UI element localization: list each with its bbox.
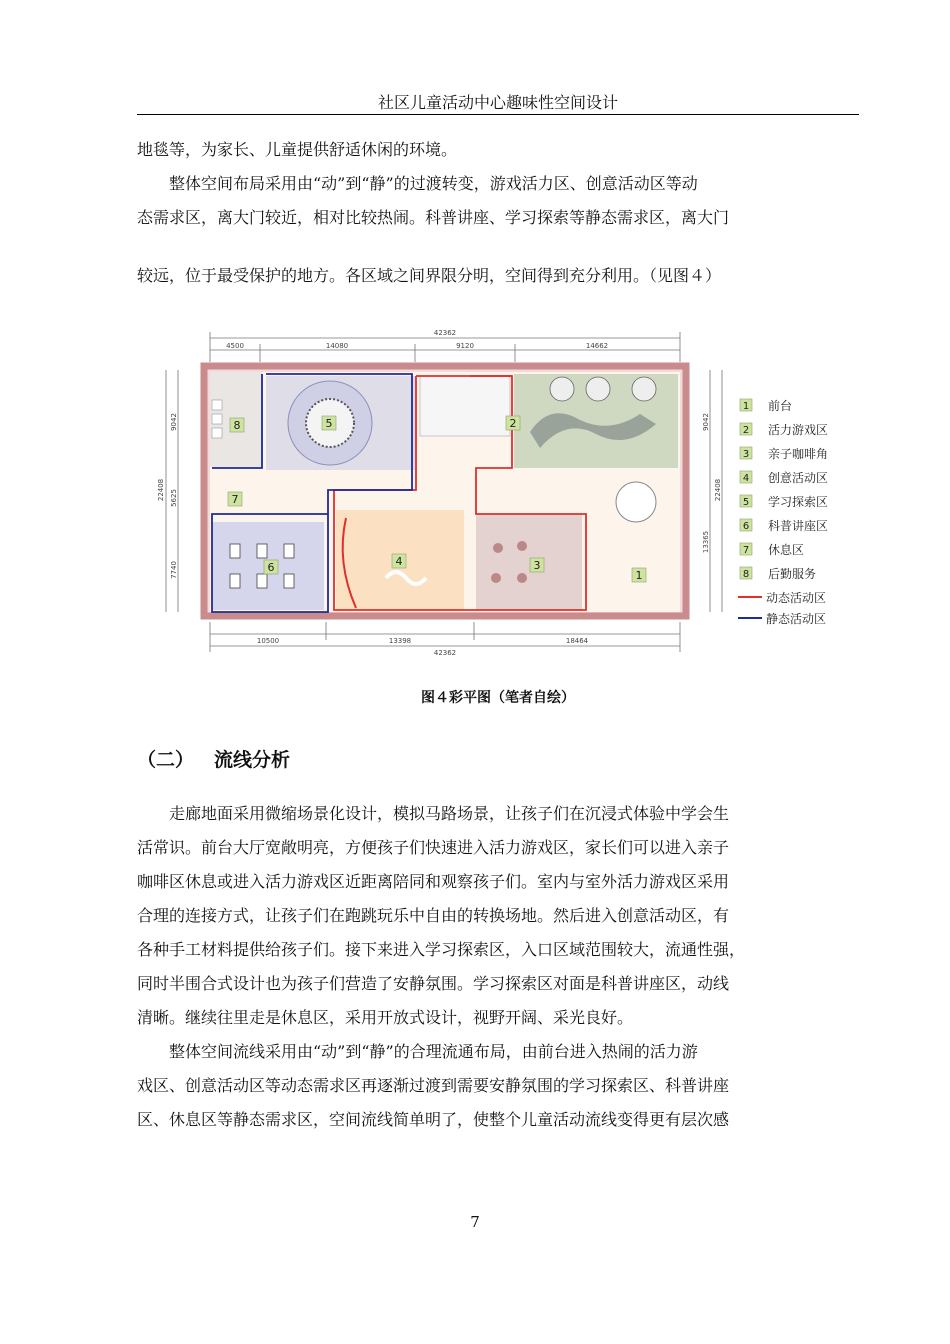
legend-line-label: 动态活动区 [766,591,827,605]
dim-label: 5625 [170,489,178,507]
dim-left-total: 22408 [157,478,165,502]
dim-label: 14662 [585,342,609,350]
zone-number: 8 [233,419,241,432]
section-title: 流线分析 [214,749,291,771]
zone-number: 2 [509,417,517,430]
paragraph-1 [137,133,859,167]
zone-cafe [476,514,582,610]
zone-number: 5 [325,417,333,430]
legend-label: 创意活动区 [768,471,829,485]
legend-label: 科普讲座区 [768,519,829,533]
dim-bottom-total: 42362 [433,649,457,657]
paragraph-line: 各种手工材料提供给孩子们。接下来进入学习探索区，入口区域范围较大，流通性强， [137,940,746,959]
legend [738,399,828,626]
legend-number: 6 [742,521,750,532]
running-header: 社区儿童活动中心趣味性空间设计 [377,93,618,112]
paragraph-line: 合理的连接方式，让孩子们在跑跳玩乐中自由的转换场地。然后进入创意活动区，有 [137,906,730,925]
legend-label: 后勤服务 [768,567,817,581]
legend-label: 前台 [768,399,793,413]
zone-number: 3 [533,559,541,572]
legend-number: 1 [742,401,750,412]
zone-number: 7 [231,493,239,506]
dim-label: 18464 [565,637,589,645]
paragraph-line: 同时半围合式设计也为孩子们营造了安静氛围。学习探索区对面是科普讲座区，动线 [137,974,730,993]
dim-label: 9120 [456,342,474,350]
legend-number: 3 [742,449,750,460]
page-number: 7 [470,1213,480,1231]
dim-right-total: 22408 [714,478,722,502]
dim-top-total: 42362 [433,329,457,337]
paragraph-line: 较远，位于最受保护的地方。各区域之间界限分明，空间得到充分利用。（见图４） [137,266,722,285]
paragraph-3 [137,797,859,1035]
zone-number: 6 [267,561,275,574]
zone-number: 4 [395,555,403,568]
figure-caption: 图４彩平图（笔者自绘） [421,690,575,706]
zone-number: 1 [635,569,643,582]
legend-line-label: 静态活动区 [766,612,827,626]
paragraph-line: 区、休息区等静态需求区，空间流线简单明了，使整个儿童活动流线变得更有层次感 [137,1110,730,1129]
dim-label: 4500 [226,342,244,350]
paragraph-line: 整体空间布局采用由“动”到“静”的过渡转变，游戏活力区、创意活动区等动 [137,174,698,193]
paragraph-line: 咖啡区休息或进入活力游戏区近距离陪同和观察孩子们。室内与室外活力游戏区采用 [137,872,730,891]
legend-number: 7 [742,545,750,556]
paragraph-line: 活常识。前台大厅宽敞明亮，方便孩子们快速进入活力游戏区，家长们可以进入亲子 [137,838,730,857]
section-heading [137,745,290,772]
paragraph-line: 戏区、创意活动区等动态需求区再逐渐过渡到需要安静氛围的学习探索区、科普讲座 [137,1076,730,1095]
legend-number: 8 [742,569,750,580]
dim-label: 10500 [256,637,280,645]
header-rule [137,114,859,115]
floor-plan-figure [150,322,870,667]
paragraph-4 [137,1035,859,1137]
paragraph-line: 地毯等，为家长、儿童提供舒适休闲的环境。 [137,140,458,159]
legend-label: 休息区 [768,543,805,557]
legend-label: 活力游戏区 [768,423,829,437]
legend-label: 学习探索区 [768,495,829,509]
legend-number: 2 [742,425,750,436]
dim-label: 14080 [325,342,349,350]
legend-number: 5 [742,497,750,508]
paragraph-2 [137,167,859,293]
paragraph-line: 清晰。继续往里走是休息区，采用开放式设计，视野开阔、采光良好。 [137,1008,634,1027]
paragraph-line: 态需求区，离大门较近，相对比较热闹。科普讲座、学习探索等静态需求区，离大门 [137,208,730,227]
legend-label: 亲子咖啡角 [768,447,829,461]
dim-label: 9042 [170,413,178,431]
section-number: （二） [137,749,195,771]
dim-label: 13365 [702,530,710,554]
dim-label: 9042 [702,413,710,431]
dim-label: 7740 [170,561,178,579]
paragraph-line: 走廊地面采用微缩场景化设计，模拟马路场景，让孩子们在沉浸式体验中学会生 [137,804,730,823]
legend-number: 4 [742,473,750,484]
dim-label: 13398 [388,637,412,645]
paragraph-line: 整体空间流线采用由“动”到“静”的合理流通布局，由前台进入热闹的活力游 [137,1042,698,1061]
